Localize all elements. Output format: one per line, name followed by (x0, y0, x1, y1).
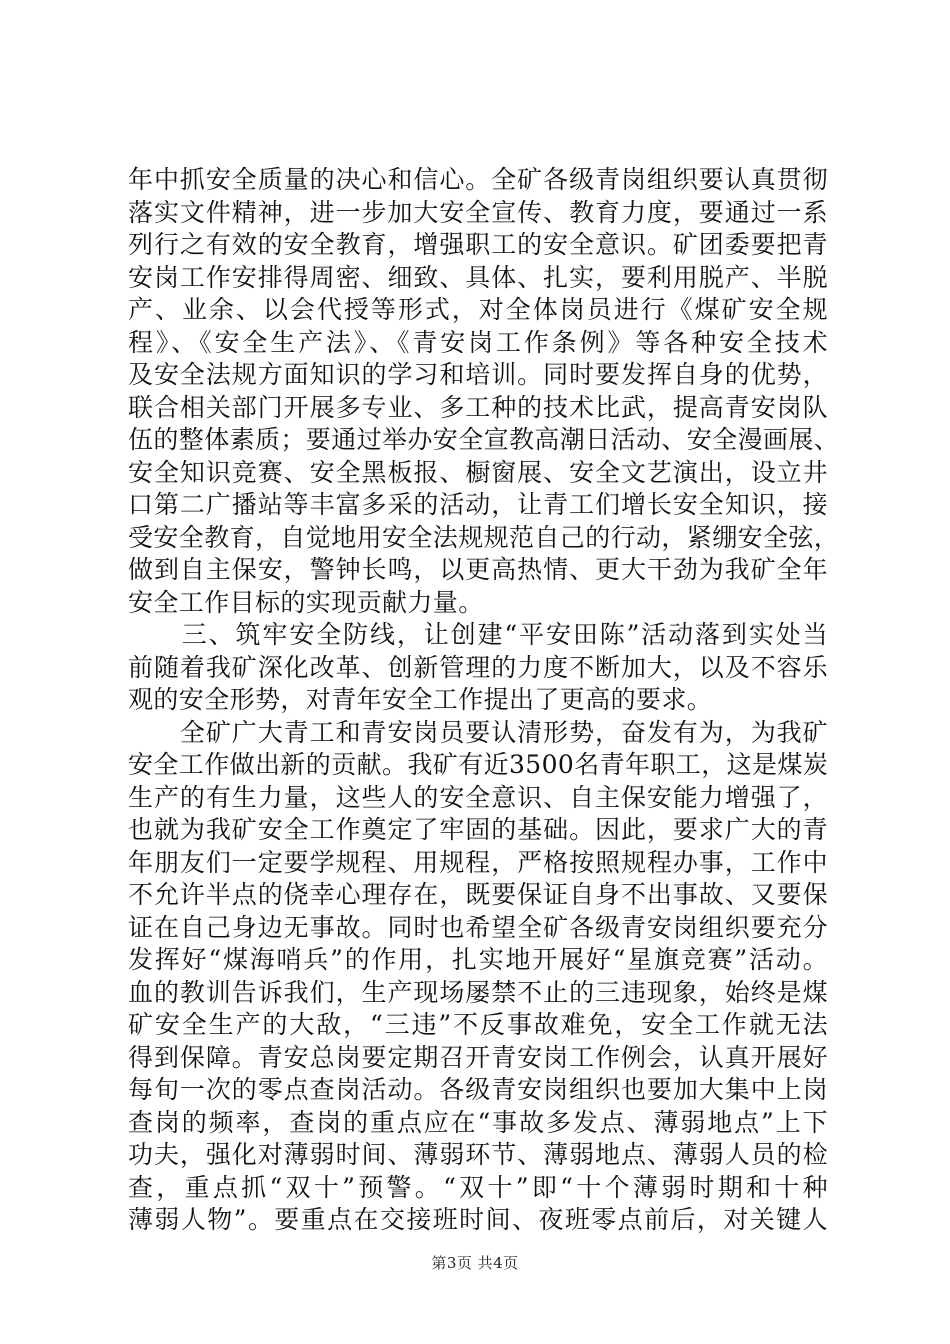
text-line: 查，重点抓“双十”预警。“双十”即“十个薄弱时期和十种 (128, 1172, 828, 1202)
text-line: 前随着我矿深化改革、创新管理的力度不断加大，以及不容乐 (128, 652, 828, 682)
text-line: 年中抓安全质量的决心和信心。全矿各级青岗组织要认真贯彻 (128, 165, 828, 194)
text-line: 观的安全形势，对青年安全工作提出了更高的要求。 (128, 685, 713, 714)
text-line: 及安全法规方面知识的学习和培训。同时要发挥自身的优势， (128, 360, 828, 389)
text-line: 发挥好“煤海哨兵”的作用，扎实地开展好“星旗竞赛”活动。 (128, 945, 828, 974)
text-line: 安全工作做出新的贡献。我矿有近3500名青年职工，这是煤炭 (128, 750, 829, 779)
text-line: 落实文件精神，进一步加大安全宣传、教育力度，要通过一系 (128, 197, 828, 227)
text-line: 做到自主保安，警钟长鸣，以更高热情、更大干劲为我矿全年 (128, 555, 828, 584)
text-line: 伍的整体素质；要通过举办安全宣教高潮日活动、安全漫画展、 (128, 425, 840, 454)
text-line: 列行之有效的安全教育，增强职工的安全意识。矿团委要把青 (128, 230, 828, 259)
document-body (128, 164, 840, 1237)
text-line: 薄弱人物”。要重点在交接班时间、夜班零点前后，对关键人 (128, 1205, 828, 1234)
text-line: 矿安全生产的大敌，“三违”不反事故难免，安全工作就无法 (128, 1010, 828, 1039)
text-line: 安全工作目标的实现贡献力量。 (128, 587, 484, 617)
text-line: 年朋友们一定要学规程、用规程，严格按照规程办事，工作中 (128, 847, 828, 877)
text-line: 口第二广播站等丰富多采的活动，让青工们增长安全知识，接 (128, 490, 828, 519)
text-line: 程》、《安全生产法》、《青安岗工作条例》等各种安全技术 (128, 327, 828, 357)
text-line: 得到保障。青安总岗要定期召开青安岗工作例会，认真开展好 (128, 1042, 828, 1072)
text-line: 安岗工作安排得周密、细致、具体、扎实，要利用脱产、半脱 (128, 262, 828, 292)
text-line: 功夫，强化对薄弱时间、薄弱环节、薄弱地点、薄弱人员的检 (128, 1140, 828, 1169)
text-line: 不允许半点的侥幸心理存在，既要保证自身不出事故、又要保 (128, 880, 828, 909)
text-line: 每旬一次的零点查岗活动。各级青安岗组织也要加大集中上岗 (128, 1075, 828, 1104)
text-line: 安全知识竞赛、安全黑板报、橱窗展、安全文艺演出，设立井 (128, 457, 828, 487)
text-line: 血的教训告诉我们，生产现场屡禁不止的三违现象，始终是煤 (128, 977, 828, 1007)
text-line: 证在自己身边无事故。同时也希望全矿各级青安岗组织要充分 (128, 912, 828, 942)
page-footer: 第3页 共4页 (431, 1254, 519, 1272)
text-line: 查岗的频率，查岗的重点应在“事故多发点、薄弱地点”上下 (128, 1107, 828, 1137)
text-line: 三、筑牢安全防线，让创建“平安田陈”活动落到实处当 (128, 620, 828, 649)
text-line: 全矿广大青工和青安岗员要认清形势，奋发有为，为我矿 (128, 717, 828, 747)
text-line: 生产的有生力量，这些人的安全意识、自主保安能力增强了， (128, 782, 828, 812)
text-line: 产、业余、以会代授等形式，对全体岗员进行《煤矿安全规 (128, 295, 828, 324)
text-line: 受安全教育，自觉地用安全法规规范自己的行动，紧绷安全弦， (128, 522, 840, 552)
text-line: 也就为我矿安全工作奠定了牢固的基础。因此，要求广大的青 (128, 815, 828, 844)
text-line: 联合相关部门开展多专业、多工种的技术比武，提高青安岗队 (128, 392, 828, 422)
